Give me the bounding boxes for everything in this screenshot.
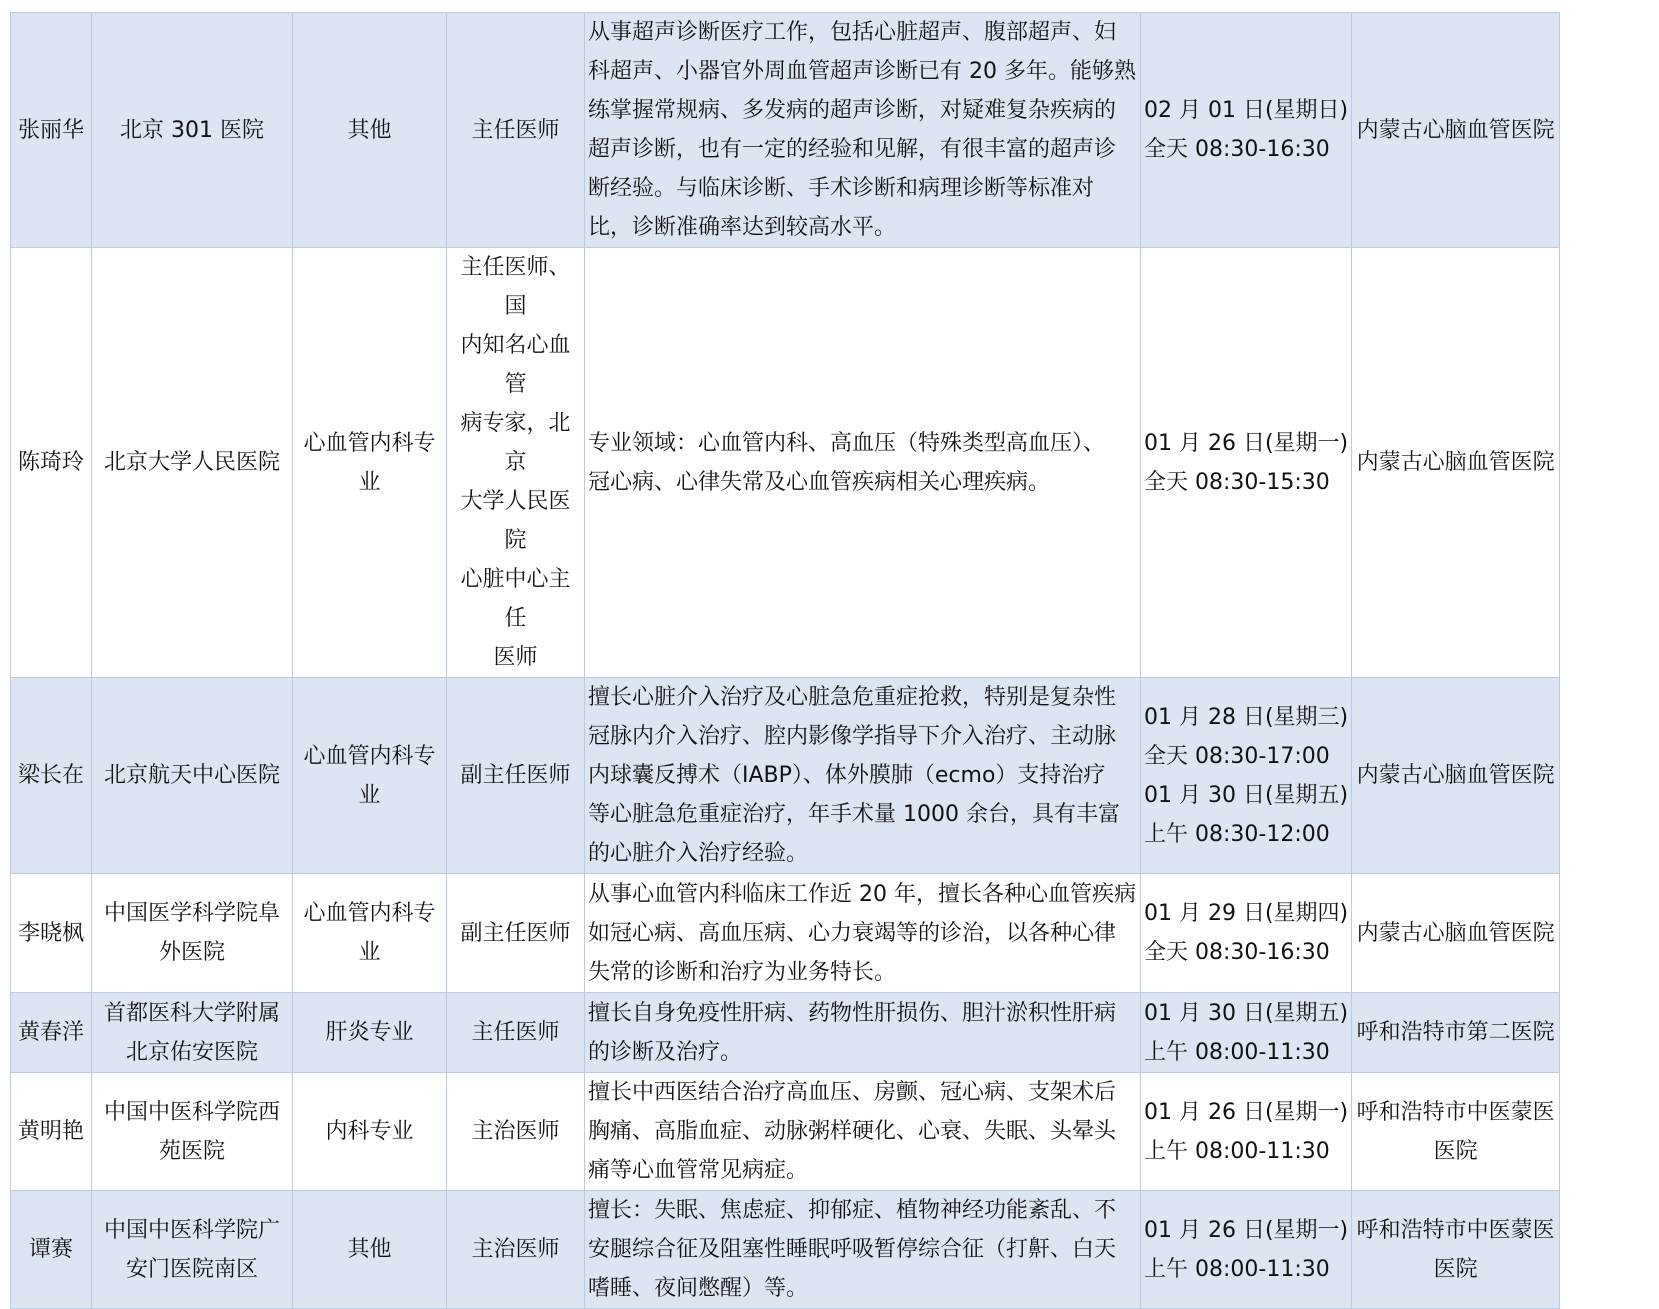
- hospital-line: 中国中医科学院广: [103, 1217, 280, 1243]
- intro-line: 擅长：失眠、焦虑症、抑郁症、植物神经功能紊乱、不: [588, 1198, 1117, 1223]
- intro-line: 冠脉内介入治疗、腔内影像学指导下介入治疗、主动脉: [588, 724, 1117, 749]
- time-line: 上午 08:00-11:30: [1144, 1138, 1330, 1164]
- cell-hospital: [92, 13, 293, 248]
- cell-hospital: [92, 1191, 293, 1309]
- time-line: 全天 08:30-17:00: [1144, 743, 1330, 769]
- intro-line: 胸痛、高脂血症、动脉粥样硬化、心衰、失眠、头晕头: [588, 1119, 1117, 1144]
- specialty-line: 心血管内科专: [303, 901, 436, 926]
- expert-schedule-table: [10, 12, 1560, 1309]
- specialty-line: 肝炎专业: [325, 1020, 414, 1045]
- intro-line: 内球囊反搏术（IABP）、体外膜肺（ecmo）支持治疗: [588, 763, 1106, 788]
- intro-line: 从事心血管内科临床工作近 20 年，擅长各种心血管疾病: [588, 881, 1136, 907]
- cell-title: [447, 993, 585, 1073]
- cell-intro: [585, 13, 1141, 248]
- intro-line: 从事超声诊断医疗工作，包括心脏超声、腹部超声、妇: [588, 20, 1117, 45]
- intro-line: 超声诊断，也有一定的经验和见解，有很丰富的超声诊: [588, 137, 1117, 162]
- time-line: 01 月 26 日(星期一): [1144, 430, 1349, 456]
- hospital-line: 首都医科大学附属: [103, 1000, 280, 1026]
- intro-line: 科超声、小器官外周血管超声诊断已有 20 多年。能够熟: [588, 59, 1136, 84]
- cell-name: 梁长在: [11, 678, 92, 874]
- cell-hospital: [92, 993, 293, 1073]
- title-line: 医师: [493, 645, 538, 670]
- specialty-line: 业: [358, 782, 381, 808]
- cell-intro: [585, 1191, 1141, 1309]
- time-line: 全天 08:30-16:30: [1144, 137, 1330, 162]
- title-line: 内知名心血管: [460, 333, 571, 397]
- cell-title: [447, 248, 585, 678]
- hospital-line: 北京佑安医院: [125, 1039, 258, 1065]
- intro-line: 等心脏急危重症治疗，年手术量 1000 余台，具有丰富: [588, 802, 1120, 827]
- cell-title: [447, 13, 585, 248]
- cell-location: [1352, 248, 1560, 678]
- intro-line: 断经验。与临床诊断、手术诊断和病理诊断等标准对: [588, 176, 1095, 201]
- cell-name: 陈琦玲: [11, 248, 92, 678]
- time-line: 01 月 30 日(星期五): [1144, 1000, 1349, 1026]
- hospital-line: 北京大学人民医院: [103, 450, 280, 475]
- cell-specialty: [293, 993, 447, 1073]
- title-line: 病专家，北京: [460, 411, 571, 475]
- title-line: 主任医师: [471, 1020, 560, 1045]
- time-line: 01 月 28 日(星期三): [1144, 704, 1349, 730]
- location-line: 呼和浩特市中医蒙医: [1356, 1099, 1555, 1125]
- time-line: 全天 08:30-16:30: [1144, 940, 1330, 965]
- cell-location: [1352, 678, 1560, 874]
- title-line: 副主任医师: [460, 763, 571, 788]
- intro-line: 的诊断及治疗。: [588, 1039, 743, 1065]
- cell-name: 李晓枫: [11, 874, 92, 993]
- time-line: 上午 08:00-11:30: [1144, 1039, 1330, 1065]
- cell-title: [447, 874, 585, 993]
- location-line: 内蒙古心脑血管医院: [1356, 117, 1555, 143]
- hospital-line: 安门医院南区: [125, 1256, 258, 1282]
- cell-title: [447, 1191, 585, 1309]
- table-row: [11, 874, 1560, 993]
- hospital-line: 外医院: [158, 940, 225, 965]
- intro-line: 安腿综合征及阻塞性睡眠呼吸暂停综合征（打鼾、白天: [588, 1237, 1117, 1262]
- specialty-line: 心血管内科专: [303, 743, 436, 769]
- hospital-line: 苑医院: [158, 1138, 225, 1164]
- table-row: [11, 1191, 1560, 1309]
- cell-hospital: [92, 678, 293, 874]
- cell-intro: [585, 678, 1141, 874]
- location-line: 呼和浩特市第二医院: [1356, 1020, 1555, 1045]
- location-line: 内蒙古心脑血管医院: [1356, 450, 1555, 475]
- cell-specialty: [293, 874, 447, 993]
- intro-line: 擅长心脏介入治疗及心脏急危重症抢救，特别是复杂性: [588, 685, 1117, 710]
- location-line: 呼和浩特市中医蒙医: [1356, 1217, 1555, 1243]
- title-line: 副主任医师: [460, 920, 571, 946]
- cell-hospital: [92, 248, 293, 678]
- table-row: [11, 248, 1560, 678]
- intro-line: 冠心病、心律失常及心血管疾病相关心理疾病。: [588, 469, 1051, 495]
- cell-title: [447, 1073, 585, 1191]
- intro-line: 如冠心病、高血压病、心力衰竭等的诊治，以各种心律: [588, 920, 1117, 946]
- intro-line: 嗜睡、夜间憋醒）等。: [588, 1276, 809, 1301]
- cell-time: [1141, 1191, 1352, 1309]
- cell-time: [1141, 678, 1352, 874]
- hospital-line: 北京航天中心医院: [103, 763, 280, 788]
- intro-line: 擅长中西医结合治疗高血压、房颤、冠心病、支架术后: [588, 1080, 1117, 1105]
- cell-name: 黄春洋: [11, 993, 92, 1073]
- time-line: 全天 08:30-15:30: [1144, 469, 1330, 495]
- intro-line: 痛等心血管常见病症。: [588, 1158, 809, 1183]
- cell-hospital: [92, 874, 293, 993]
- cell-location: [1352, 874, 1560, 993]
- location-line: 医院: [1433, 1256, 1478, 1282]
- cell-intro: [585, 993, 1141, 1073]
- specialty-line: 其他: [347, 117, 392, 143]
- specialty-line: 其他: [347, 1237, 392, 1262]
- specialty-line: 业: [358, 469, 381, 495]
- intro-line: 的心脏介入治疗经验。: [588, 841, 809, 866]
- cell-time: [1141, 248, 1352, 678]
- time-line: 02 月 01 日(星期日): [1144, 98, 1349, 123]
- cell-time: [1141, 13, 1352, 248]
- cell-name: 谭赛: [11, 1191, 92, 1309]
- cell-specialty: [293, 1073, 447, 1191]
- intro-line: 擅长自身免疫性肝病、药物性肝损伤、胆汁淤积性肝病: [588, 1000, 1117, 1026]
- table-row: [11, 993, 1560, 1073]
- time-line: 01 月 29 日(星期四): [1144, 901, 1349, 926]
- location-line: 内蒙古心脑血管医院: [1356, 763, 1555, 788]
- time-line: 上午 08:30-12:00: [1144, 821, 1330, 847]
- hospital-line: 北京 301 医院: [120, 117, 264, 143]
- time-line: 01 月 26 日(星期一): [1144, 1099, 1349, 1125]
- intro-line: 专业领域：心血管内科、高血压（特殊类型高血压）、: [588, 430, 1106, 456]
- cell-name: 张丽华: [11, 13, 92, 248]
- intro-line: 失常的诊断和治疗为业务特长。: [588, 959, 897, 985]
- specialty-line: 心血管内科专: [303, 430, 436, 456]
- table-row: [11, 1073, 1560, 1191]
- cell-location: [1352, 1191, 1560, 1309]
- title-line: 主任医师: [471, 117, 560, 143]
- specialty-line: 业: [358, 940, 381, 965]
- intro-line: 比，诊断准确率达到较高水平。: [588, 215, 897, 240]
- location-line: 医院: [1433, 1138, 1478, 1164]
- cell-title: [447, 678, 585, 874]
- time-line: 上午 08:00-11:30: [1144, 1256, 1330, 1282]
- time-line: 01 月 30 日(星期五): [1144, 782, 1349, 808]
- table-row: [11, 13, 1560, 248]
- cell-specialty: [293, 13, 447, 248]
- cell-time: [1141, 1073, 1352, 1191]
- location-line: 内蒙古心脑血管医院: [1356, 920, 1555, 946]
- title-line: 心脏中心主任: [460, 567, 571, 631]
- cell-specialty: [293, 248, 447, 678]
- cell-intro: [585, 1073, 1141, 1191]
- title-line: 主任医师、国: [460, 255, 571, 319]
- cell-intro: [585, 874, 1141, 993]
- intro-line: 练掌握常规病、多发病的超声诊断，对疑难复杂疾病的: [588, 98, 1117, 123]
- cell-name: 黄明艳: [11, 1073, 92, 1191]
- cell-location: [1352, 993, 1560, 1073]
- cell-location: [1352, 13, 1560, 248]
- title-line: 主治医师: [471, 1237, 560, 1262]
- specialty-line: 内科专业: [325, 1119, 414, 1144]
- cell-intro: [585, 248, 1141, 678]
- title-line: 主治医师: [471, 1119, 560, 1144]
- cell-time: [1141, 993, 1352, 1073]
- hospital-line: 中国医学科学院阜: [103, 901, 280, 926]
- time-line: 01 月 26 日(星期一): [1144, 1217, 1349, 1243]
- cell-specialty: [293, 678, 447, 874]
- title-line: 大学人民医院: [460, 489, 571, 553]
- cell-specialty: [293, 1191, 447, 1309]
- hospital-line: 中国中医科学院西: [103, 1099, 280, 1125]
- cell-hospital: [92, 1073, 293, 1191]
- cell-location: [1352, 1073, 1560, 1191]
- table-row: [11, 678, 1560, 874]
- cell-time: [1141, 874, 1352, 993]
